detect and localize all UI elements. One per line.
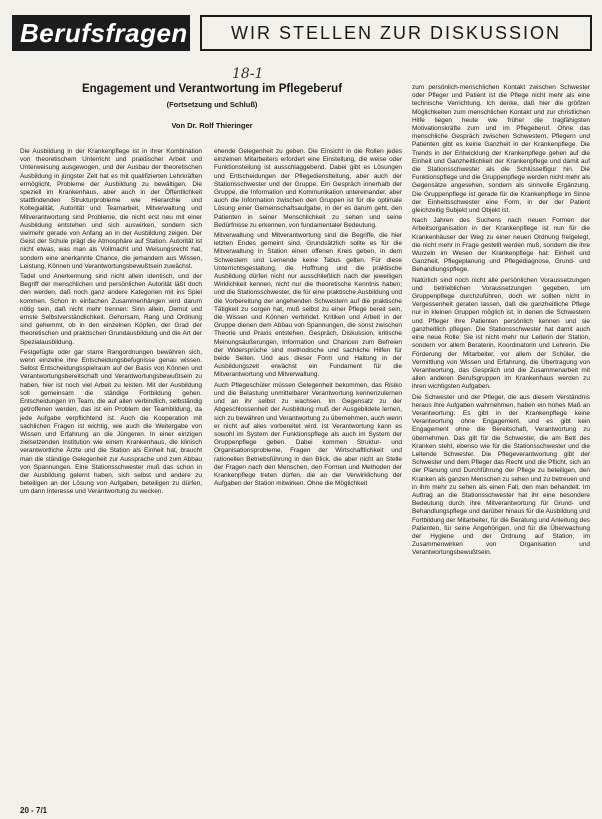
paragraph: Die Ausbildung in der Krankenpflege ist in ihrer Kombination von theoretischem Unterricht und praktischer Arbeit und Unterweisung ausgewogen, und der Ausbau der theoretischen Ausbildung in jüngster Zeit hat es mit qualifizierten Lehrkräften ermöglicht, Probleme der Ausbildung zu bewältigen. Die speziell im Krankenhaus, aber auch in der Öffentlichkeit stattfindenden Strukturprobleme wie Hierarchie und Kollegialität, Autorität und Teamarbeit, Mitverwaltung und Mitverantwortung sind Probleme, die nicht erst neu mit einer Ausbildung entstehen und sich auswirken, sondern sich vielmehr gerade von Anfang an in der Ausbildung zeigen. Der Geist der Schule prägt die Atmosphäre auf Station. Autorität ist nicht etwas, was man als Vollmacht und Weisungsrecht hat, sondern eine anerkannte Chance, die jemandem aus Wissen, Leistung, Können und Verantwortungsbewußtsein zuwächst. xyxy=(20,148,202,270)
handwritten-note: 18-1 xyxy=(232,66,264,82)
paragraph: Festgefügte oder gar starre Rangordnungen bewähren sich, wenn einzelne ihre Entscheidungsbefugnisse genau wissen. Selbst Entscheidungsspielraum auf der Basis von Können und Verantwortungsbereitschaft und Verantwortungsbewußtsein zu haben, hier ist noch viel Arbeit zu leisten. Mit der Ausbildung soll gemeinsam die ständige Fortbildung gehen. Entscheidungen im Team, die auf allen verbindlich, selbständig getroffenen werden, das ist ein Problem der Teambildung, da jede Aufgabe verpflichtend ist. Auch die Kooperation mit sachlichen Fragen ist wichtig, wie auch die Weitergabe von Wissen und Erfahrung an die Jüngeren. In einer einzigen zielsetzenden Institution wie einem Krankenhaus, die klinisch verantwortliche Ärzte und die Station als Einheit hat, braucht man die ständige Gelegenheit zur Aussprache und zum Abbau von Spannungen. Eine Stationsschwester muß das schon in der Ausbildung gelernt haben, sich selbst und andere zu beteiligen an der Lösung von Aufgaben, beteiligen zu dürfen, um dann Interesse und Verantwortung zu wecken. xyxy=(20,348,202,496)
section-title-box: WIR STELLEN ZUR DISKUSSION xyxy=(200,15,592,51)
paragraph: Tadel und Anerkennung sind nicht allein identisch, und der Begriff der menschlichen und persönlichen Autorität läßt doch den werden, daß noch ganz andere Kategorien mit ins Spiel kommen. Schon in einfachen Zusammenhängen wird darum nötig sein, daß nicht mehr trennen: Sinn allein, Demut und ernste Selbstverständlichkeit. Gehorsam, Rang und Ordnung sind gehemmt, ob in den einzelnen Köpfen, der Grad der theoretischen und praktischen Grundausbildung und die Art der Spezialausbildung. xyxy=(20,273,202,346)
paragraph: zum persönlich-menschlichen Kontakt zwischen Schwester oder Pfleger und Patient ist die Pflege nicht mehr als eine technische Verrichtung. Ich denke, daß hier die größten Möglichkeiten zum menschlichen Kontakt und zur christlichen Hilfe liegen heute wie früher die tragfähigsten Motivationskräfte zum und im Pflegeberuf. Ohne das menschliche Gespräch zwischen Schwestern, Pflegern und Patienten gibt es keine Ganzheit in der Krankenpflege. Die Trends in der Entwicklung der Krankenpflege gehen auf die Einheit und Ganzheitlichkeit der Krankenpflege und damit auf die Stationsschwester als die Schlüsselfigur hin. Die Funktionspflege und die Gruppenpflege werden nicht mehr als Gegensätze angesehen, sondern als sinnvolle Ergänzung. Die Gruppenpflege ist gerade für die Krankenpflege im Sinne der Einheitsschwester eine Form, in der der Patient gleichzeitig Subjekt und Objekt ist. xyxy=(412,84,590,215)
paragraph: Mitverwaltung und Mitverantwortung sind die Begriffe, die hier letzten Endes gemeint sind. Grundsätzlich sollte es für die Mitverwaltung in Station einen offenen Kreis geben, in dem Schwestern und Lernende keine Tabus gelten. Für diese Unterrichtsgestaltung, die Hoffnung und die praktische Ausbildung dürfen nicht nur ausschließlich nach der jeweiligen Wirklichkeit kennen, nicht nur die theoretische Kenntnis haben; und die Stationsschwester, die für eine praktische Ausbildung und die Vorbereitung der angehenden Schwestern auf die praktische Tätigkeit zu sorgen hat, muß selbst zu einer Pflege bereit sein, die Wissen und Können verbindet. Kritiken und Arbeit in der Gruppe dienen dem Abbau von Spannungen, die sonst zwischen Theorie und Praxis entstehen. Gespräch, Diskussion, kritische Meinungsäußerungen, Information und Chancen zum Befreien der Widersprüche sind methodische und sachliche Hilfen für beide Seiten. Und aus dieser Form und Haltung in der Ausbildungszeit erwächst ein Fundament für die Mitverantwortung und Mitverwaltung. xyxy=(214,232,402,379)
text-column-2 xyxy=(214,148,402,806)
paragraph: Die Schwester und der Pfleger, die aus diesem Verständnis heraus ihre Aufgaben wahrnehmen, haben ein hohes Maß an Verantwortung. Es gibt in der Krankenpflege keine Verantwortung ohne Engagement, und es gibt kein Engagement ohne die Bereitschaft, Verantwortung zu übernehmen. Das gilt für die Schwester, die am Bett des Kranken steht, ebenso wie für die Stationsschwester und die Leitende Schwester. Die Pflegeverantwortung gibt der Schwester und dem Pfleger das Recht und die Pflicht, sich an der Planung und Durchführung der Pflege zu beteiligen, den Kranken als ganzen Menschen zu sehen und zu betreuen und in ihm mehr zu sehen als einen Fall, den man behandelt. Im Auftrag an die Stationsschwester hat ihr eine besondere Bedeutung durch ihre Mitverantwortung für Grund- und Behandlungspflege und darüber hinaus für die Ausbildung und Fortbildung der Mitarbeiter, für die Beratung und Anleitung des Patienten, für seine Angehörigen, und für die Überwachung der Hygiene und der Ordnung auf Station, im Zusammenwirken von Organisation und Verantwortungsbewußtsein. xyxy=(412,393,590,557)
paragraph: Natürlich sind noch nicht alle persönlichen Voraussetzungen und betrieblichen Voraussetzungen gegeben, um Gruppenpflege durchzuführen, doch wir sollten nicht in Vergessenheit geraten lassen, daß die ganzheitliche Pflege nur in kleinen Gruppen möglich ist, in denen die Schwestern und Pfleger ihre Patienten persönlich kennen und sie ganzheitlich pflegen. Die Stationsschwester hat damit auch eine neue Rolle: Sie ist nicht mehr nur Leiterin der Station, sondern vor allem Beraterin, Koordinatorin und Lehrerin. Die Förderung der Mitarbeiter, vor allem der Schüler, die Vermittlung von Wissen und Erfahrung, die Übertragung von Verantwortung, das Gespräch und die Zusammenarbeit mit allen anderen Berufsgruppen im Krankenhaus werden zu ihren wichtigsten Aufgaben. xyxy=(412,276,590,391)
text-column-3 xyxy=(412,84,590,806)
article-subtitle: (Fortsetzung und Schluß) xyxy=(166,100,258,109)
paragraph: ehende Gelegenheit zu geben. Die Einsicht in die Rollen jedes einzelnen Mitarbeiters erfordert eine Einstellung, die weise oder Funktionsteilung ist ausschlaggebend. Dabei gibt es Lösungen und Entscheidungen der Pflegedienstleitung, aber auch der Stationsschwester und der Gruppe. Ein Gespräch innerhalb der Gruppe, die Information und Kommunikation untereinander, aber auch die Information zwischen den Gruppen ist für die optimale Lösung einer Gemeinschaftsaufgabe, in der es darum geht, den Patienten in seiner Menschlichkeit zu sehen und seine Bedürfnisse zu erkennen, von fundamentaler Bedeutung. xyxy=(214,148,402,229)
article-title: Engagement und Verantwortung im Pflegeberuf xyxy=(81,83,343,95)
page-number: 20 - 7/1 xyxy=(20,806,48,815)
article-author: Von Dr. Rolf Thieringer xyxy=(171,121,253,130)
page-header xyxy=(12,15,592,55)
paragraph: Nach Jahren des Suchens nach neuen Formen der Arbeitsorganisation in der Krankenpflege ist nun für die Krankenhäuser der Weg zu einer neuen Ordnung freigelegt, die nicht mehr in Frage gestellt werden muß, sondern die ihre Wurzeln im Wesen der Krankenpflege hat: Einheit und Ganzheit, Pflegeplanung und Pflegediagnose, Grund- und Behandlungspflege. xyxy=(412,217,590,274)
section-kicker: Berufsfragen xyxy=(12,15,190,51)
text-column-1 xyxy=(20,148,202,806)
paragraph: Auch Pflegeschüler müssen Gelegenheit bekommen, das Risiko und die Belastung unmittelbarer Verantwortung kennenzulernen und an ihr selbst zu wachsen. Im Gegensatz zu der Abgeschlossenheit der Ausbildung muß der Ausgebildete lernen, sich zu bewähren und Verantwortung zu übernehmen, auch wenn er nicht auf alles vorbereitet wird. Ist Verantwortung kann es sowohl im System der Funktionspflege als auch im System der Gruppenpflege geben. Dabei kommen Struktur- und Organisationsprobleme, Fragen der Wirtschaftlichkeit und rationellen Betriebsführung in den Blick, die aber nicht an Stelle der Fragen nach den Menschen, den Formen und Methoden der Krankenpflege treten dürfen, die an der Verwirklichung der Aufgaben der Station mitwirken. Ohne die Möglichkeit xyxy=(214,381,402,488)
